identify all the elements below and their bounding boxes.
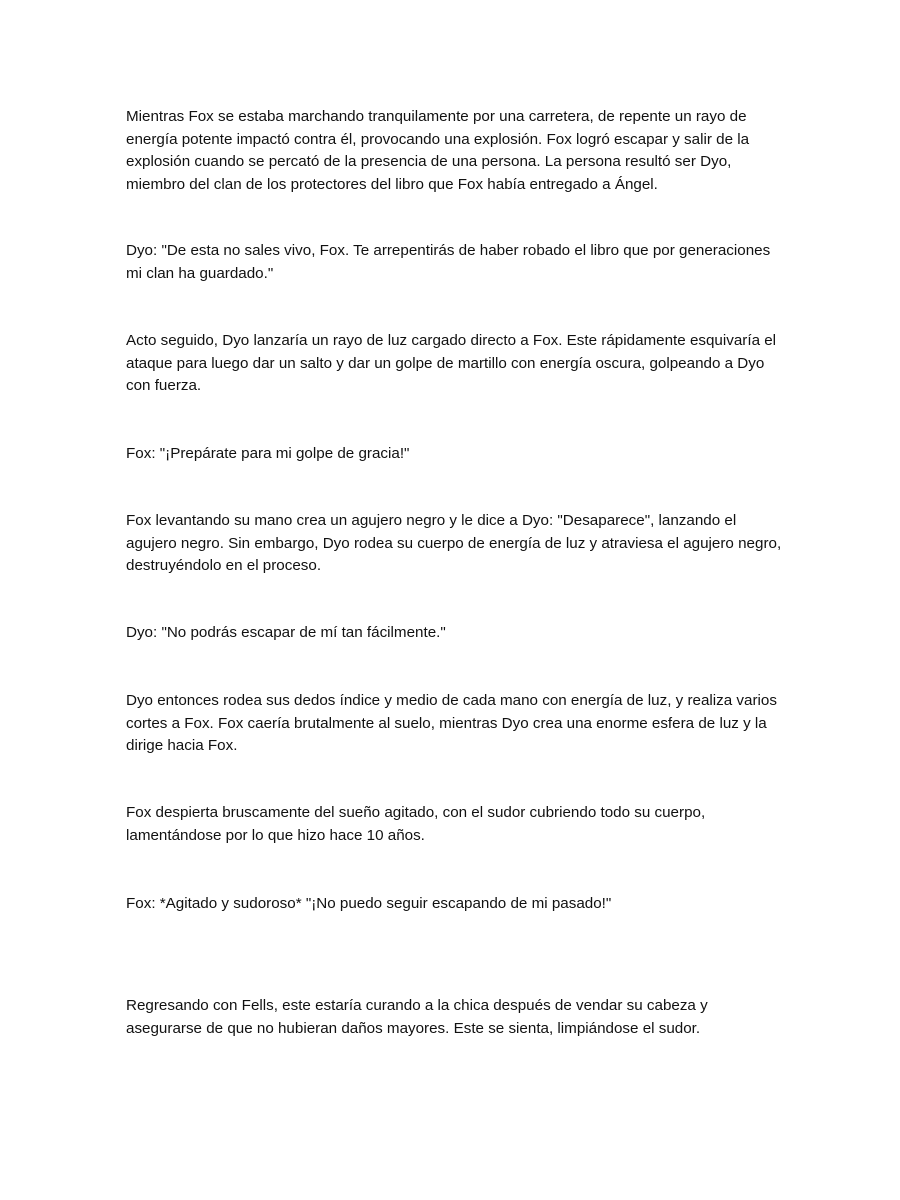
- paragraph-narration-black-hole: Fox levantando su mano crea un agujero negro y le dice a Dyo: "Desaparece", lanzando el agujero negro. Sin embargo, Dyo rodea su cuerpo de energía de luz y atraviesa el agujero negro, destruyéndolo en el proceso.: [126, 512, 782, 575]
- paragraph-narration-fight: Acto seguido, Dyo lanzaría un rayo de luz cargado directo a Fox. Este rápidamente esquivaría el ataque para luego dar un salto y dar un golpe de martillo con energía oscura, golpeando a Dyo con fuerza.: [126, 332, 777, 395]
- paragraph-narration-fells: Regresando con Fells, este estaría curando a la chica después de vendar su cabeza y asegurarse de que no hubieran daños mayores. Este se sienta, limpiándose el sudor.: [126, 997, 708, 1037]
- paragraph-narration-light-sphere: Dyo entonces rodea sus dedos índice y medio de cada mano con energía de luz, y realiza varios cortes a Fox. Fox caería brutalmente al suelo, mientras Dyo crea una enorme esfera de luz y la dirige hacia Fox.: [126, 692, 777, 755]
- paragraph-dyo-dialogue-escape: Dyo: "No podrás escapar de mí tan fácilmente.": [126, 624, 446, 641]
- paragraph-fox-dialogue-grace: Fox: "¡Prepárate para mi golpe de gracia!": [126, 445, 410, 462]
- paragraph-dyo-dialogue-threat: Dyo: "De esta no sales vivo, Fox. Te arrepentirás de haber robado el libro que por generaciones mi clan ha guardado.": [126, 242, 771, 282]
- paragraph-narration-wake-up: Fox despierta bruscamente del sueño agitado, con el sudor cubriendo todo su cuerpo, lamentándose por lo que hizo hace 10 años.: [126, 804, 706, 844]
- paragraph-narration-attack: Mientras Fox se estaba marchando tranquilamente por una carretera, de repente un rayo de energía potente impactó contra él, provocando una explosión. Fox logró escapar y salir de la explosión cuando se percató de la presencia de una persona. La persona resultó ser Dyo, miembro del clan de los protectores del libro que Fox había entregado a Ángel.: [126, 108, 750, 193]
- paragraph-fox-dialogue-past: Fox: *Agitado y sudoroso* "¡No puedo seguir escapando de mi pasado!": [126, 895, 612, 912]
